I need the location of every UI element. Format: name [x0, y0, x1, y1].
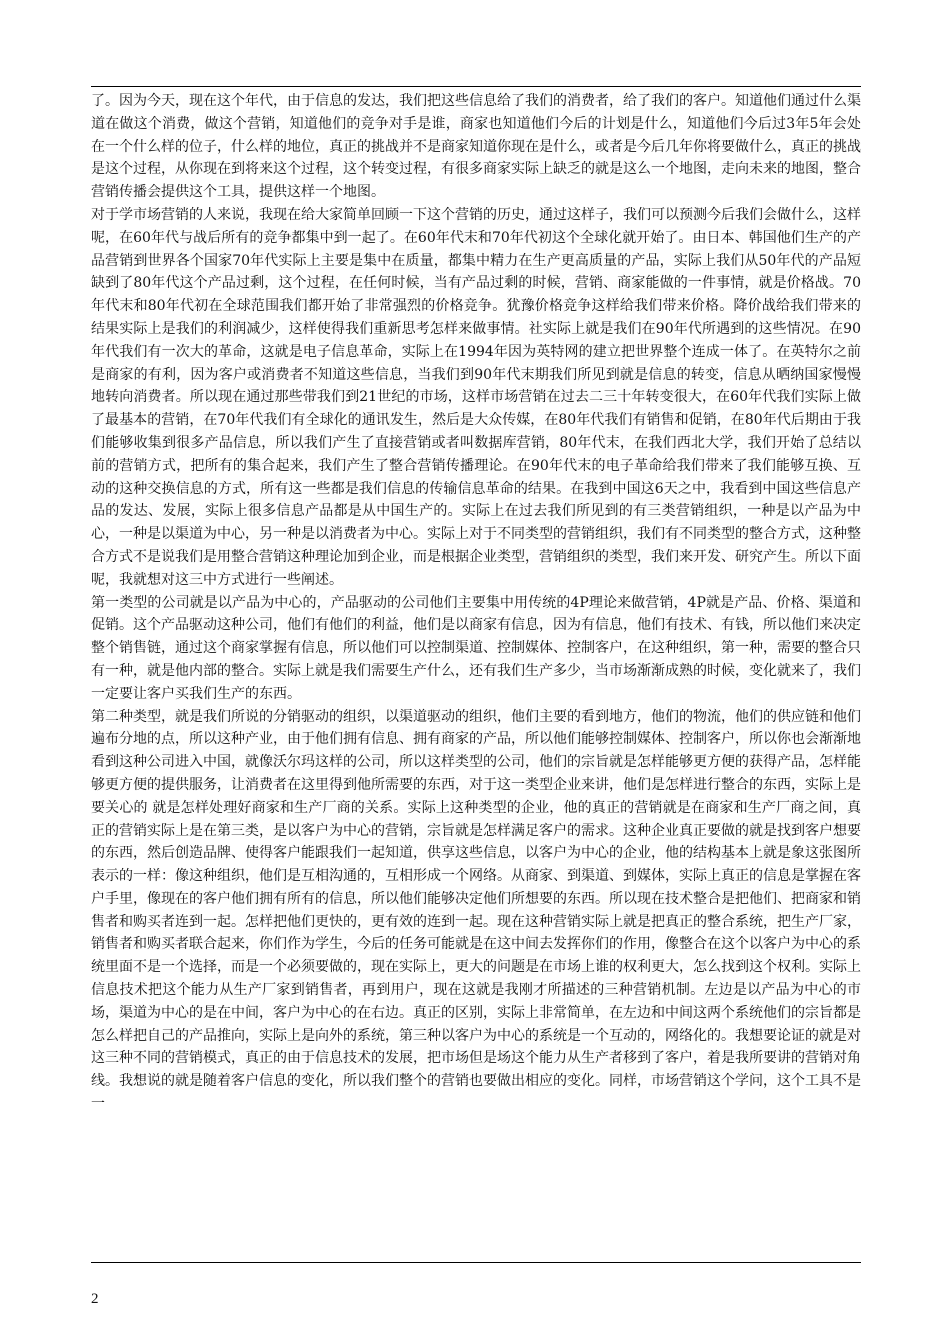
paragraph: 了。因为今天，现在这个年代，由于信息的发达，我们把这些信息给了我们的消费者，给了我们的客户。知道他们通过什么渠道在做这个消费，做这个营销，知道他们的竞争对手是谁，商家也知道他们今后的计划是什么，知道他们今后过3年5年会处在一个什么样的位子，什么样的地位，真正的挑战并不是商家知道你现在是什么，或者是今后几年你将要做什么，真正的挑战是这个过程，从你现在到将来这个过程，这个转变过程，有很多商家实际上缺乏的就是这么一个地图，走向未来的地图，整合营销传播会提供这个工具，提供这样一个地图。 [91, 93, 861, 201]
document-body [91, 90, 861, 1116]
page-number: 2 [91, 1291, 99, 1307]
paragraph: 对于学市场营销的人来说，我现在给大家简单回顾一下这个营销的历史，通过这样子，我们可以预测今后我们会做什么，这样呢，在60年代与战后所有的竞争都集中到一起了。在60年代末和70年代初这个全球化就开始了。由日本、韩国他们生产的产品营销到世界各个国家70年代实际上主要是集中在质量，都集中精力在生产更高质量的产品，实际上我们从50年代的产品短缺到了80年代这个产品过剩，这个过程，在任何时候，当有产品过剩的时候，营销、商家能做的一件事情，就是价格战。70年代末和80年代初在全球范围我们都开始了非常强烈的价格竞争。犹豫价格竞争这样给我们带来价格。降价战给我们带来的结果实际上是我们的利润减少，这样使得我们重新思考怎样来做事情。社实际上就是我们在90年代所遇到的这些情况。在90年代我们有一次大的革命，这就是电子信息革命，实际上在1994年因为英特网的建立把世界整个连成一体了。在英特尔之前是商家的有利，因为客户或消费者不知道这些信息，当我们到90年代末期我们所见到就是信息的转变，信息从晒纳国家慢慢地转向消费者。所以现在通过那些带我们到21世纪的市场，这样市场营销在过去二三十年转变很大，在60年代我们实际上做了最基本的营销，在70年代我们有全球化的通讯发生，然后是大众传媒，在80年代我们有销售和促销，在80年代后期由于我们能够收集到很多产品信息，所以我们产生了直接营销或者叫数据库营销，80年代末，在我们西北大学，我们开始了总结以前的营销方式，把所有的集合起来，我们产生了整合营销传播理论。在90年代末的电子革命给我们带来了我们能够互换、互动的这种交换信息的方式，所有这一些都是我们信息的传输信息革命的结果。在我到中国这6天之中，我看到中国这些信息产品的发达、发展，实际上很多信息产品都是从中国生产的。实际上在过去我们所见到的有三类营销组织，一种是以产品为中心，一种是以渠道为中心，另一种是以消费者为中心。实际上对于不同类型的营销组织，我们有不同类型的整合方式，这种整合方式不是说我们是用整合营销这种理论加到企业，而是根据企业类型，营销组织的类型，我们来开发、研究产生。所以下面呢，我就想对这三中方式进行一些阐述。 [91, 206, 861, 588]
paragraph: 第一类型的公司就是以产品为中心的，产品驱动的公司他们主要集中用传统的4P理论来做营销，4P就是产品、价格、渠道和促销。这个产品驱动这种公司，他们有他们的利益，他们是以商家有信息，因为有信息，他们有技术、有钱，所以他们来决定整个销售链，通过这个商家掌握有信息，所以他们可以控制渠道、控制媒体、控制客户，在这种组织，第一种，需要的整合只有一种，就是他内部的整合。实际上就是我们需要生产什么，还有我们生产多少，当市场渐渐成熟的时候，变化就来了，我们一定要让客户买我们生产的东西。 [91, 594, 861, 702]
header-rule [91, 86, 861, 87]
paragraph: 第二种类型，就是我们所说的分销驱动的组织，以渠道驱动的组织，他们主要的看到地方，他们的物流，他们的供应链和他们遍布分地的点，所以这种产业，由于他们拥有信息、拥有商家的产品，所以他们能够控制媒体、控制客户，所以你也会渐渐地看到这种公司进入中国，就像沃尔玛这样的公司，所以这样类型的公司，他们的宗旨就是怎样能够更方便的获得产品，怎样能够更方便的提供服务，让消费者在这里得到他所需要的东西，对于这一类型企业来讲，他们是怎样进行整合的东西，实际上是要关心的 就是怎样处理好商家和生产厂商的关系。实际上这种类型的企业，他的真正的营销就是在商家和生产厂商之间，真正的营销实际上是在第三类，是以客户为中心的营销，宗旨就是怎样满足客户的需求。这种企业真正要做的就是找到客户想要的东西，然后创造品牌、使得客户能跟我们一起知道，供享这些信息，以客户为中心的企业，他的结构基本上就是象这张图所表示的一样：像这种组织，他们是互相沟通的，互相形成一个网络。从商家、到渠道、到媒体，实际上真正的信息是掌握在客户手里，像现在的客户他们拥有所有的信息，所以他们能够决定他们所想要的东西。所以现在技术整合是把他们、把商家和销售者和购买者连到一起。怎样把他们更快的，更有效的连到一起。现在这种营销实际上就是把真正的整合系统，把生产厂家，销售者和购买者联合起来，你们作为学生，今后的任务可能就是在这中间去发挥你们的作用，像整合在这个以客户为中心的系统里面不是一个选择，而是一个必须要做的，现在实际上，更大的问题是在市场上谁的权利更大，怎么找到这个权利。实际上信息技术把这个能力从生产厂家到销售者，再到用户，现在这就是我刚才所描述的三种营销机制。左边是以产品为中心的市场，渠道为中心的是在中间，客户为中心的在右边。真正的区别，实际上非常简单，在左边和中间这两个系统他们的宗旨都是怎么样把自己的产品推向，实际上是向外的系统，第三种以客户为中心的系统是一个互动的，网络化的。我想要论证的就是对这三种不同的营销模式，真正的由于信息技术的发展，把市场但是场这个能力从生产者移到了客户，着是我所要讲的营销对角线。我想说的就是随着客户信息的变化，所以我们整个的营销也要做出相应的变化。同样，市场营销这个学问，这个工具不是一 [91, 708, 861, 1113]
footer-rule [91, 1262, 861, 1263]
